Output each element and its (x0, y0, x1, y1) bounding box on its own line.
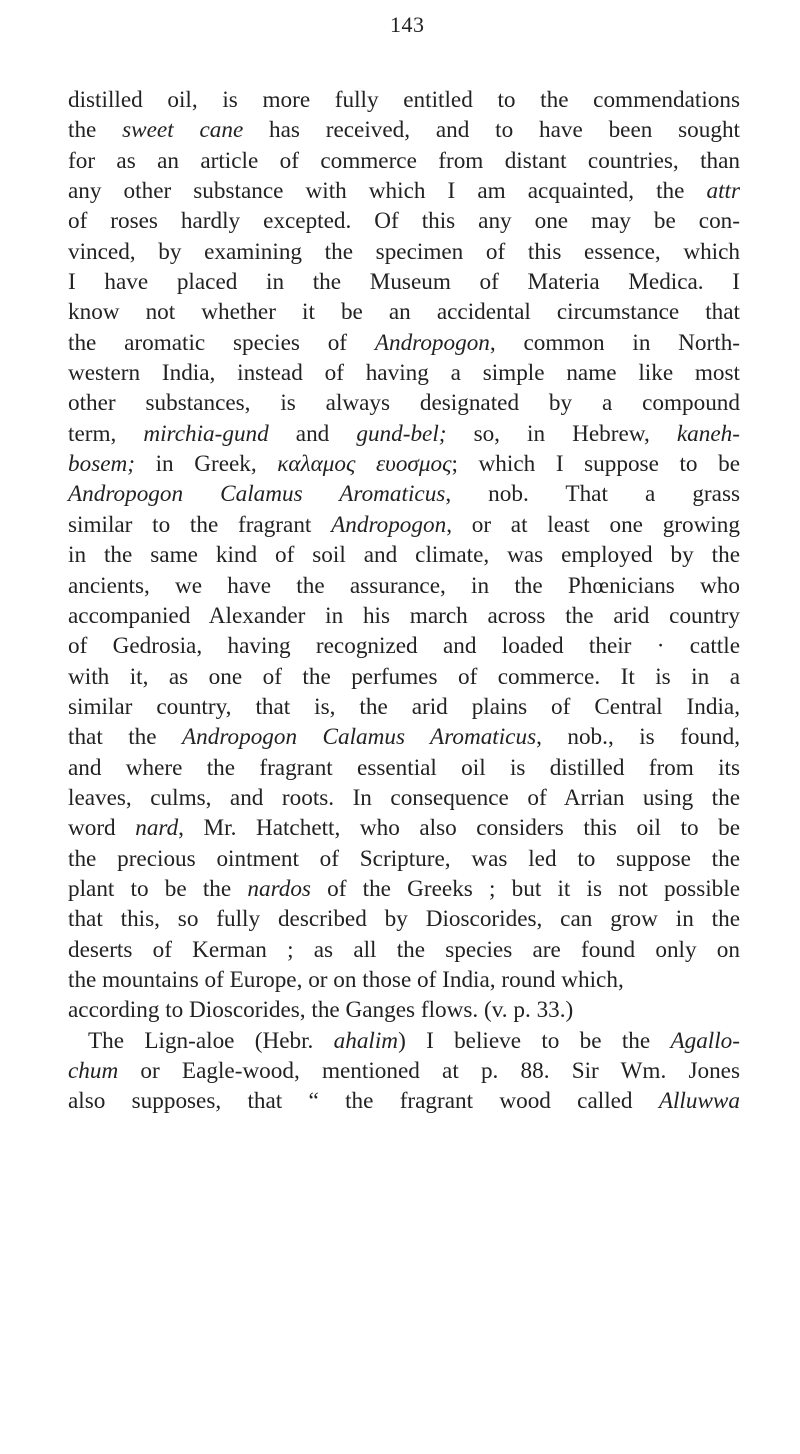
text-line: and where the fragrant essential oil is distilled from its (68, 754, 740, 781)
text-line: similar to the fragrant Andropogon, or at least one growing (68, 511, 740, 538)
text-line: of Gedrosia, having recognized and loaded their · cattle (68, 633, 740, 660)
text-line: vinced, by examining the specimen of this essence, which (68, 238, 740, 265)
text-line: know not whether it be an accidental circumstance that (68, 299, 740, 326)
text-line: accompanied Alexander in his march across the arid country (68, 602, 740, 629)
text-line: word nard, Mr. Hatchett, who also considers this oil to be (68, 815, 740, 842)
body-text (68, 85, 740, 1117)
text-line: chum or Eagle-wood, mentioned at p. 88. Sir Wm. Jones (68, 1058, 740, 1084)
text-line: bosem; in Greek, καλαμος ευοσμος; which I suppose to be (68, 451, 740, 478)
text-line: that this, so fully described by Dioscorides, can grow in the (68, 906, 740, 933)
text-line: ancients, we have the assurance, in the Phœnicians who (68, 572, 740, 599)
text-line: according to Dioscorides, the Ganges flows. (v. p. 33.) (68, 997, 574, 1024)
text-line: term, mirchia-gund and gund-bel; so, in Hebrew, kaneh- (68, 420, 740, 447)
text-line: other substances, is always designated by a compound (68, 390, 740, 417)
text-line: deserts of Kerman ; as all the species are found only on (68, 936, 740, 963)
text-line: plant to be the nardos of the Greeks ; but it is not possible (68, 875, 740, 902)
text-line: any other substance with which I am acquainted, the attr (68, 178, 740, 205)
text-line: western India, instead of having a simple name like most (68, 360, 740, 387)
text-line: distilled oil, is more fully entitled to the commendations (68, 87, 740, 113)
text-line: the aromatic species of Andropogon, common in North- (68, 329, 741, 356)
text-line: the mountains of Europe, or on those of India, round which, (68, 966, 624, 993)
text-line: similar country, that is, the arid plains of Central India, (68, 693, 740, 720)
text-line: I have placed in the Museum of Materia Medica. I (68, 269, 740, 296)
text-line: of roses hardly excepted. Of this any one may be con- (68, 208, 740, 235)
text-line: for as an article of commerce from distant countries, than (68, 147, 740, 174)
text-line: with it, as one of the perfumes of commerce. It is in a (68, 663, 740, 690)
text-line: the precious ointment of Scripture, was led to suppose the (68, 845, 740, 872)
text-line: The Lign-aloe (Hebr. ahalim) I believe to be the Agallo- (88, 1027, 740, 1054)
text-line: that the Andropogon Calamus Aromaticus, nob., is found, (68, 724, 741, 751)
text-line: leaves, culms, and roots. In consequence of Arrian using the (68, 784, 740, 811)
text-line: in the same kind of soil and climate, was employed by the (68, 542, 740, 569)
page-number: 143 (390, 12, 425, 37)
text-line: Andropogon Calamus Aromaticus, nob. That a grass (68, 481, 740, 508)
text-line: the sweet cane has received, and to have been sought (68, 117, 740, 144)
text-line: also supposes, that “ the fragrant wood called Alluwwa (68, 1088, 740, 1115)
